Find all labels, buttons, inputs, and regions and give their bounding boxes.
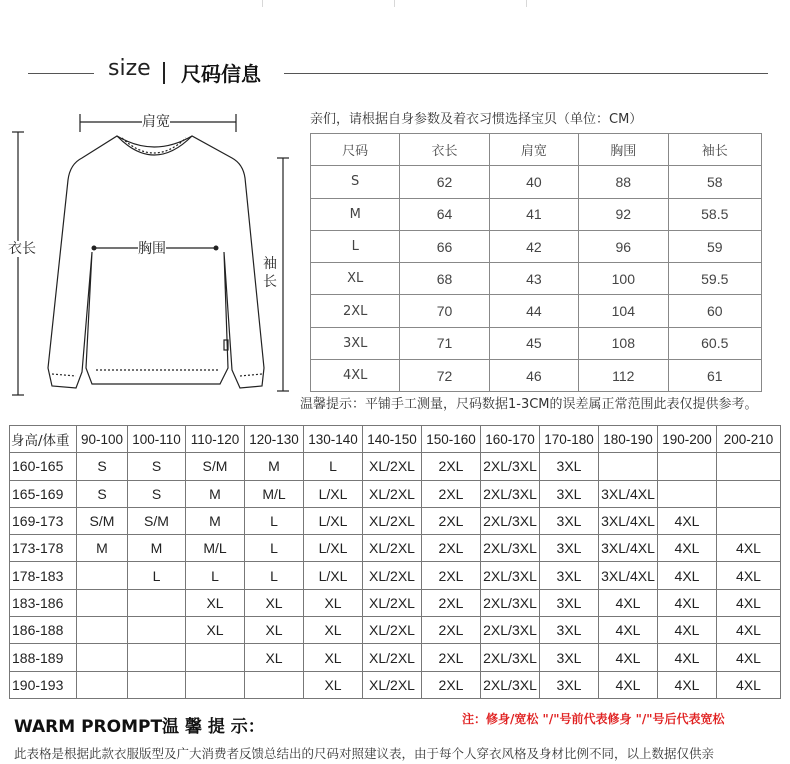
table-cell: 59 <box>668 230 762 262</box>
table-cell: 2XL <box>422 535 481 562</box>
table-cell: 2XL/3XL <box>481 562 540 589</box>
table-cell <box>77 589 128 616</box>
table-cell: L <box>245 507 304 534</box>
table-cell: 72 <box>400 360 489 392</box>
header-size-word: size <box>108 56 151 81</box>
measurement-note: 温馨提示：平铺手工测量，尺码数据1-3CM的误差属正常范围此表仅提供参考。 <box>300 397 758 412</box>
table-row <box>311 327 762 359</box>
table-row <box>10 671 781 698</box>
table-cell: 40 <box>489 166 578 198</box>
table-cell: 64 <box>400 198 489 230</box>
table-cell: 2XL <box>422 562 481 589</box>
table-cell: 4XL <box>717 562 781 589</box>
table-cell: L <box>245 535 304 562</box>
table-cell: 3XL/4XL <box>599 562 658 589</box>
table-cell: 112 <box>579 360 668 392</box>
table-header-cell: 胸围 <box>579 134 668 166</box>
table-cell: S/M <box>77 507 128 534</box>
table-cell: L <box>186 562 245 589</box>
table-cell: S <box>77 453 128 480</box>
table-row <box>10 453 781 480</box>
table-cell <box>245 671 304 698</box>
sleeve-length-label-2: 长 <box>263 274 277 290</box>
table-cell: 2XL <box>422 453 481 480</box>
table-cell: 2XL <box>422 617 481 644</box>
table-cell: XL <box>245 589 304 616</box>
table-cell: S <box>128 453 186 480</box>
table-cell: 62 <box>400 166 489 198</box>
table-cell: 3XL <box>540 644 599 671</box>
size-chart-intro: 亲们，请根据自身参数及着衣习惯选择宝贝（单位：CM） <box>310 112 643 127</box>
table-cell: 2XL <box>422 480 481 507</box>
table-cell: L/XL <box>304 562 363 589</box>
table-cell: M <box>186 507 245 534</box>
table-header-cell: 尺码 <box>311 134 400 166</box>
table-header-cell: 160-170 <box>481 426 540 453</box>
table-cell: 160-165 <box>10 453 77 480</box>
table-cell <box>186 671 245 698</box>
table-row <box>10 617 781 644</box>
table-cell: 4XL <box>599 671 658 698</box>
table-header-cell: 90-100 <box>77 426 128 453</box>
table-cell: M <box>245 453 304 480</box>
table-cell <box>717 507 781 534</box>
table-cell: L <box>304 453 363 480</box>
warm-prompt-title: WARM PROMPT温 馨 提 示： <box>14 717 265 737</box>
table-header-cell: 180-190 <box>599 426 658 453</box>
sweater-measurement-diagram <box>0 100 300 400</box>
table-cell: 58.5 <box>668 198 762 230</box>
table-header-cell: 100-110 <box>128 426 186 453</box>
table-cell: 3XL <box>540 671 599 698</box>
table-cell: 68 <box>400 263 489 295</box>
table-cell: 70 <box>400 295 489 327</box>
table-cell: M <box>128 535 186 562</box>
table-cell: 169-173 <box>10 507 77 534</box>
table-cell: XL <box>304 644 363 671</box>
table-cell: L <box>311 230 400 262</box>
table-cell: 2XL/3XL <box>481 671 540 698</box>
table-header-cell: 110-120 <box>186 426 245 453</box>
table-row <box>311 263 762 295</box>
table-cell: 44 <box>489 295 578 327</box>
table-cell: 3XL <box>540 480 599 507</box>
table-row <box>10 507 781 534</box>
table-cell: 2XL/3XL <box>481 535 540 562</box>
table-cell: 4XL <box>717 671 781 698</box>
table-cell: 3XL <box>311 327 400 359</box>
section-header <box>0 54 790 90</box>
table-cell: 4XL <box>717 617 781 644</box>
table-cell: 2XL/3XL <box>481 480 540 507</box>
table-row <box>311 166 762 198</box>
table-cell: 2XL <box>422 671 481 698</box>
table-cell: 4XL <box>717 589 781 616</box>
table-cell: XL <box>311 263 400 295</box>
table-cell: M <box>311 198 400 230</box>
table-cell: 3XL/4XL <box>599 480 658 507</box>
header-rule-right <box>284 73 768 74</box>
table-cell <box>128 644 186 671</box>
table-header-cell: 150-160 <box>422 426 481 453</box>
table-cell: 4XL <box>311 360 400 392</box>
table-cell <box>128 671 186 698</box>
table-header-cell: 肩宽 <box>489 134 578 166</box>
table-cell: M <box>186 480 245 507</box>
table-cell: 42 <box>489 230 578 262</box>
table-row <box>311 360 762 392</box>
table-cell: 45 <box>489 327 578 359</box>
table-cell: XL <box>304 617 363 644</box>
table-cell: 2XL <box>422 644 481 671</box>
table-cell: XL <box>245 617 304 644</box>
table-cell: 2XL/3XL <box>481 507 540 534</box>
table-cell: S/M <box>128 507 186 534</box>
table-cell: 58 <box>668 166 762 198</box>
table-cell: 3XL <box>540 617 599 644</box>
table-cell: 4XL <box>717 535 781 562</box>
size-chart-table <box>310 133 762 392</box>
table-cell: L/XL <box>304 535 363 562</box>
table-cell: 104 <box>579 295 668 327</box>
table-cell <box>77 671 128 698</box>
table-row <box>10 644 781 671</box>
table-cell: S <box>128 480 186 507</box>
table-row <box>311 198 762 230</box>
table-cell: 4XL <box>658 671 717 698</box>
sleeve-length-label-1: 袖 <box>263 256 277 272</box>
table-cell: 2XL <box>422 589 481 616</box>
table-cell: 2XL/3XL <box>481 589 540 616</box>
table-cell: 4XL <box>658 644 717 671</box>
table-cell: XL <box>304 671 363 698</box>
table-cell: 92 <box>579 198 668 230</box>
table-cell: 4XL <box>658 535 717 562</box>
table-row <box>10 480 781 507</box>
table-cell: 43 <box>489 263 578 295</box>
table-cell: 190-193 <box>10 671 77 698</box>
table-cell: 186-188 <box>10 617 77 644</box>
table-cell: 2XL/3XL <box>481 453 540 480</box>
table-cell: XL/2XL <box>363 453 422 480</box>
table-cell: XL/2XL <box>363 480 422 507</box>
table-cell <box>77 562 128 589</box>
header-rule-left <box>28 73 94 74</box>
body-length-label: 衣长 <box>8 241 36 257</box>
table-cell: XL/2XL <box>363 535 422 562</box>
table-cell: 4XL <box>599 644 658 671</box>
table-row <box>10 562 781 589</box>
table-cell <box>128 617 186 644</box>
top-dividers <box>0 0 790 8</box>
table-row <box>10 535 781 562</box>
table-cell: XL/2XL <box>363 507 422 534</box>
table-cell: S <box>311 166 400 198</box>
table-cell: XL/2XL <box>363 589 422 616</box>
table-cell: 3XL <box>540 507 599 534</box>
table-cell: M/L <box>245 480 304 507</box>
table-cell: 4XL <box>599 589 658 616</box>
table-row <box>311 295 762 327</box>
table-cell <box>128 589 186 616</box>
table-cell: 96 <box>579 230 668 262</box>
table-cell: 4XL <box>658 507 717 534</box>
table-cell: 3XL <box>540 535 599 562</box>
table-cell: XL <box>245 644 304 671</box>
table-cell: 88 <box>579 166 668 198</box>
table-cell: L <box>245 562 304 589</box>
header-separator-bar <box>163 62 165 84</box>
fit-style-note: 注：修身/宽松 "/"号前代表修身 "/"号后代表宽松 <box>462 712 725 726</box>
table-cell: 2XL/3XL <box>481 644 540 671</box>
table-cell: L <box>128 562 186 589</box>
table-cell <box>717 453 781 480</box>
table-cell: 46 <box>489 360 578 392</box>
table-cell: 4XL <box>599 617 658 644</box>
table-header-row <box>10 426 781 453</box>
table-cell: XL/2XL <box>363 617 422 644</box>
table-header-cell: 190-200 <box>658 426 717 453</box>
table-cell: 3XL <box>540 589 599 616</box>
table-cell: M/L <box>186 535 245 562</box>
table-cell <box>599 453 658 480</box>
table-cell: 4XL <box>658 589 717 616</box>
table-header-cell: 袖长 <box>668 134 762 166</box>
table-cell: 60.5 <box>668 327 762 359</box>
table-cell: 3XL <box>540 562 599 589</box>
table-cell: 108 <box>579 327 668 359</box>
table-cell: 59.5 <box>668 263 762 295</box>
table-header-cell: 身高/体重 <box>10 426 77 453</box>
table-cell: 41 <box>489 198 578 230</box>
table-cell <box>77 617 128 644</box>
chest-label: 胸围 <box>138 241 166 257</box>
table-cell: 61 <box>668 360 762 392</box>
table-cell: 173-178 <box>10 535 77 562</box>
table-cell: 165-169 <box>10 480 77 507</box>
table-cell: 66 <box>400 230 489 262</box>
footer-description: 此表格是根据此款衣服版型及广大消费者反馈总结出的尺码对照建议表，由于每个人穿衣风格及身材比例不同，以上数据仅供亲 <box>14 746 715 761</box>
table-cell: 3XL <box>540 453 599 480</box>
table-cell: XL <box>304 589 363 616</box>
table-cell: M <box>77 535 128 562</box>
table-row <box>10 589 781 616</box>
page-title: 尺码信息 <box>181 62 261 86</box>
table-cell: 71 <box>400 327 489 359</box>
table-cell: 100 <box>579 263 668 295</box>
table-cell: 4XL <box>658 617 717 644</box>
height-weight-fit-table <box>9 425 781 699</box>
table-cell: 183-186 <box>10 589 77 616</box>
table-header-cell: 衣长 <box>400 134 489 166</box>
table-cell: 60 <box>668 295 762 327</box>
table-header-cell: 130-140 <box>304 426 363 453</box>
table-cell <box>186 644 245 671</box>
table-cell: S <box>77 480 128 507</box>
table-cell: S/M <box>186 453 245 480</box>
table-cell: 4XL <box>717 644 781 671</box>
table-cell: 188-189 <box>10 644 77 671</box>
table-cell: XL <box>186 589 245 616</box>
table-cell: 178-183 <box>10 562 77 589</box>
table-cell: 2XL/3XL <box>481 617 540 644</box>
table-cell: XL/2XL <box>363 644 422 671</box>
table-cell: 3XL/4XL <box>599 507 658 534</box>
table-row <box>311 230 762 262</box>
table-header-cell: 170-180 <box>540 426 599 453</box>
table-header-cell: 120-130 <box>245 426 304 453</box>
table-header-cell: 200-210 <box>717 426 781 453</box>
table-cell: XL/2XL <box>363 562 422 589</box>
table-cell: 4XL <box>658 562 717 589</box>
table-cell: 2XL <box>311 295 400 327</box>
table-cell <box>658 480 717 507</box>
table-cell: XL <box>186 617 245 644</box>
shoulder-width-label: 肩宽 <box>142 114 170 130</box>
table-cell: 2XL <box>422 507 481 534</box>
table-header-cell: 140-150 <box>363 426 422 453</box>
table-cell: L/XL <box>304 480 363 507</box>
table-cell: 3XL/4XL <box>599 535 658 562</box>
table-cell <box>77 644 128 671</box>
table-cell <box>717 480 781 507</box>
table-cell: L/XL <box>304 507 363 534</box>
table-header-row <box>311 134 762 166</box>
table-cell: XL/2XL <box>363 671 422 698</box>
table-cell <box>658 453 717 480</box>
